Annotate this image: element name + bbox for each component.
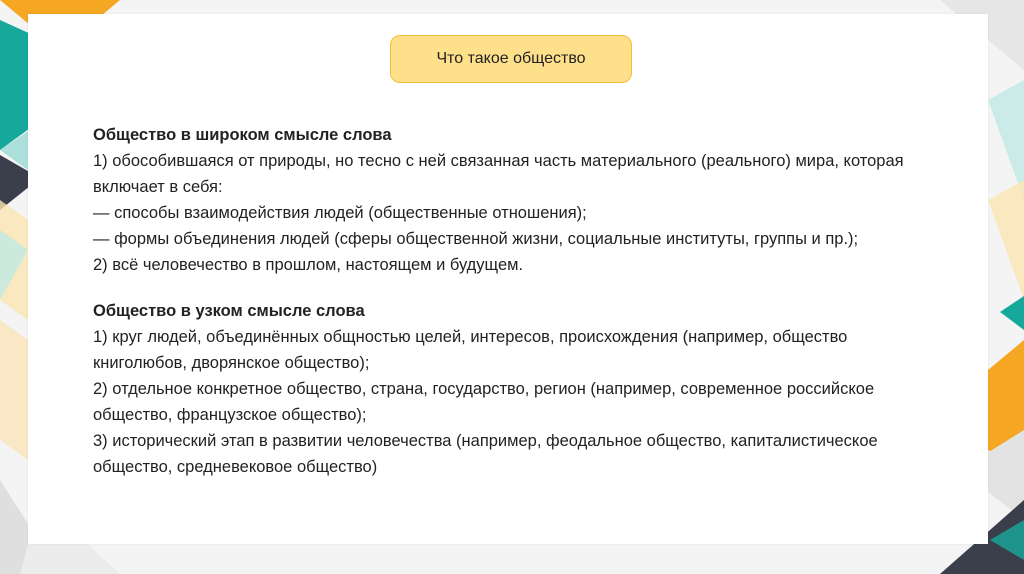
light-orange-triangle-left: [0, 320, 28, 460]
light-yellow-triangle-right: [988, 180, 1024, 300]
slide-body: [93, 122, 943, 480]
broad-line-1: 1) обособившаяся от природы, но тесно с ней связанная часть материального (реального) мира, которая включает в себя:: [93, 152, 904, 196]
slide-title: Что такое общество: [390, 35, 632, 83]
narrow-sense-heading: Общество в узком смысле слова: [93, 302, 365, 320]
section-spacer: [93, 278, 943, 298]
narrow-line-3: 3) исторический этап в развитии человечества (например, феодальное общество, капиталистическое общество, средневековое общество): [93, 432, 878, 476]
teal-triangle-right-small: [1000, 296, 1024, 330]
broad-line-3: — формы объединения людей (сферы общественной жизни, социальные институты, группы и пр.);: [93, 230, 859, 248]
narrow-line-1: 1) круг людей, объединённых общностью целей, интересов, происхождения (например, общество книголюбов, дворянское общество);: [93, 328, 848, 372]
broad-line-4: 2) всё человечество в прошлом, настоящем и будущем.: [93, 256, 524, 274]
broad-sense-heading: Общество в широком смысле слова: [93, 126, 392, 144]
light-teal-triangle-right: [988, 80, 1024, 200]
narrow-line-2: 2) отдельное конкретное общество, страна, государство, регион (например, современное российское общество, французское общество);: [93, 380, 875, 424]
broad-line-2: — способы взаимодействия людей (общественные отношения);: [93, 204, 587, 222]
